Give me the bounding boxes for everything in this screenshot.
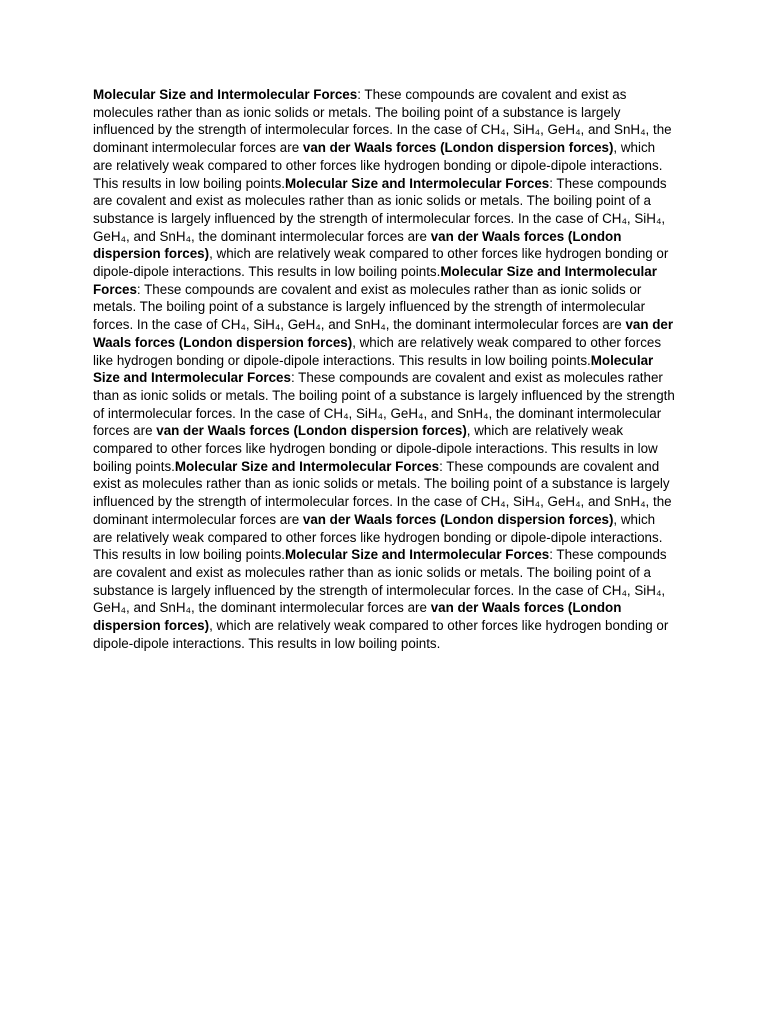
bold-heading-run: Molecular Size and Intermolecular Forces xyxy=(285,175,550,191)
body-text-run: , which are relatively weak compared to other forces like hydrogen bonding or dipole-dipole interactions. This results in low boiling points. xyxy=(93,511,663,563)
bold-heading-run: van der Waals forces (London dispersion forces) xyxy=(93,600,622,634)
bold-heading-run: Molecular Size and Intermolecular Forces xyxy=(93,87,358,102)
bold-heading-run: van der Waals forces (London dispersion forces) xyxy=(93,228,622,262)
body-text-run: : These compounds are covalent and exist as molecules rather than as ionic solids or metals. The boiling point of a substance is largely influenced by the strength of intermolecular forces. In the case of CH₄, SiH₄, GeH₄, and SnH₄, the dominant intermolecular forces are xyxy=(93,87,672,156)
body-text-run: , which are relatively weak compared to other forces like hydrogen bonding or dipole-dipole interactions. This results in low boiling points. xyxy=(93,618,669,651)
body-text-run: , which are relatively weak compared to other forces like hydrogen bonding or dipole-dipole interactions. This results in low boiling points. xyxy=(93,423,658,474)
body-paragraph xyxy=(93,86,675,653)
bold-heading-run: Molecular Size and Intermolecular Forces xyxy=(93,352,654,386)
body-text-run: , which are relatively weak compared to other forces like hydrogen bonding or dipole-dipole interactions. This results in low boiling points. xyxy=(93,246,669,280)
bold-heading-run: Molecular Size and Intermolecular Forces xyxy=(174,458,440,474)
body-text-run: , which are relatively weak compared to other forces like hydrogen bonding or dipole-dipole interactions. This results in low boiling points. xyxy=(93,334,662,368)
bold-heading-run: van der Waals forces (London dispersion forces) xyxy=(302,511,614,527)
body-text-run: : These compounds are covalent and exist as molecules rather than as ionic solids or metals. The boiling point of a substance is largely influenced by the strength of intermolecular forces. In the case of CH₄, SiH₄, GeH₄, and SnH₄, the dominant intermolecular forces are xyxy=(93,547,667,616)
body-text-run: : These compounds are covalent and exist as molecules rather than as ionic solids or metals. The boiling point of a substance is largely influenced by the strength of intermolecular forces. In the case of CH₄, SiH₄, GeH₄, and SnH₄, the dominant intermolecular forces are xyxy=(93,175,667,244)
body-text-run: , which are relatively weak compared to other forces like hydrogen bonding or dipole-dipole interactions. This results in low boiling points. xyxy=(93,140,663,191)
bold-heading-run: Molecular Size and Intermolecular Forces xyxy=(93,264,657,297)
body-text-run: : These compounds are covalent and exist as molecules rather than as ionic solids or metals. The boiling point of a substance is largely influenced by the strength of intermolecular forces. In the case of CH₄, SiH₄, GeH₄, and SnH₄, the dominant intermolecular forces are xyxy=(93,458,672,527)
bold-heading-run: van der Waals forces (London dispersion forces) xyxy=(93,317,674,350)
body-text-run: : These compounds are covalent and exist as molecules rather than as ionic solids or metals. The boiling point of a substance is largely influenced by the strength of intermolecular forces. In the case of CH₄, SiH₄, GeH₄, and SnH₄, the dominant intermolecular forces are xyxy=(93,370,675,439)
body-text-run: : These compounds are covalent and exist as molecules rather than as ionic solids or metals. The boiling point of a substance is largely influenced by the strength of intermolecular forces. In the case of CH₄, SiH₄, GeH₄, and SnH₄, the dominant intermolecular forces are xyxy=(93,281,646,333)
bold-heading-run: van der Waals forces (London dispersion forces) xyxy=(302,140,614,156)
bold-heading-run: Molecular Size and Intermolecular Forces xyxy=(285,547,550,563)
bold-heading-run: van der Waals forces (London dispersion forces) xyxy=(156,423,467,439)
